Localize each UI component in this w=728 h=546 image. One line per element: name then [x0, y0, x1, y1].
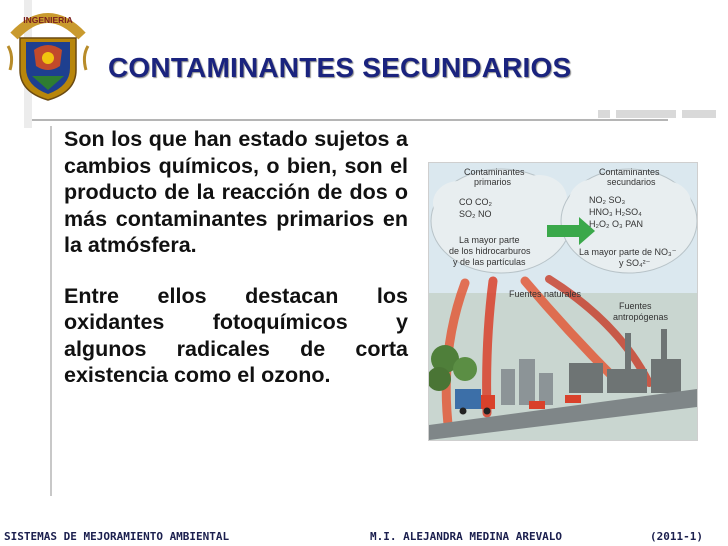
primary-note-2: de los hidrocarburos [449, 246, 531, 256]
title-decoration [598, 110, 716, 128]
secondary-note-1: La mayor parte de NO₃⁻ [579, 247, 677, 257]
secondary-title-1: Contaminantes [599, 167, 660, 177]
content-text-block [50, 126, 412, 496]
title-divider [32, 119, 668, 121]
footer [0, 524, 728, 546]
anthropogenic-label-2: antropógenas [613, 312, 669, 322]
primary-row-1: CO CO₂ [459, 197, 492, 207]
page-title: CONTAMINANTES SECUNDARIOS [108, 52, 572, 83]
primary-row-2: SO₂ NO [459, 209, 492, 219]
footer-course: SISTEMAS DE MEJORAMIENTO AMBIENTAL [4, 530, 230, 543]
paragraph-examples: Entre ellos destacan los oxidantes fotoquímicos y algunos radicales de corta existencia como el ozono. [64, 283, 408, 387]
secondary-row-1: NO₂ SO₃ [589, 195, 626, 205]
primary-note-3: y de las partículas [453, 257, 526, 267]
primary-title-1: Contaminantes [464, 167, 525, 177]
anthropogenic-label-1: Fuentes [619, 301, 652, 311]
emblem-text: INGENIERIA [23, 15, 73, 25]
paragraph-definition: Son los que han estado sujetos a cambios químicos, o bien, son el producto de la reacción de dos o más contaminantes primarios en la atmósfera. [64, 127, 408, 257]
pollution-diagram [428, 162, 698, 441]
secondary-row-3: H₂O₂ O₃ PAN [589, 219, 643, 229]
secondary-row-2: HNO₃ H₂SO₄ [589, 207, 642, 217]
secondary-title-2: secundarios [607, 177, 656, 187]
primary-title-2: primarios [474, 177, 512, 187]
unam-engineering-emblem [4, 6, 92, 102]
secondary-note-2: y SO₄²⁻ [619, 258, 651, 268]
primary-note-1: La mayor parte [459, 235, 520, 245]
footer-author: M.I. ALEJANDRA MEDINA AREVALO [370, 530, 563, 543]
natural-sources-label: Fuentes naturales [509, 289, 582, 299]
footer-term: (2011-1) [650, 530, 703, 543]
